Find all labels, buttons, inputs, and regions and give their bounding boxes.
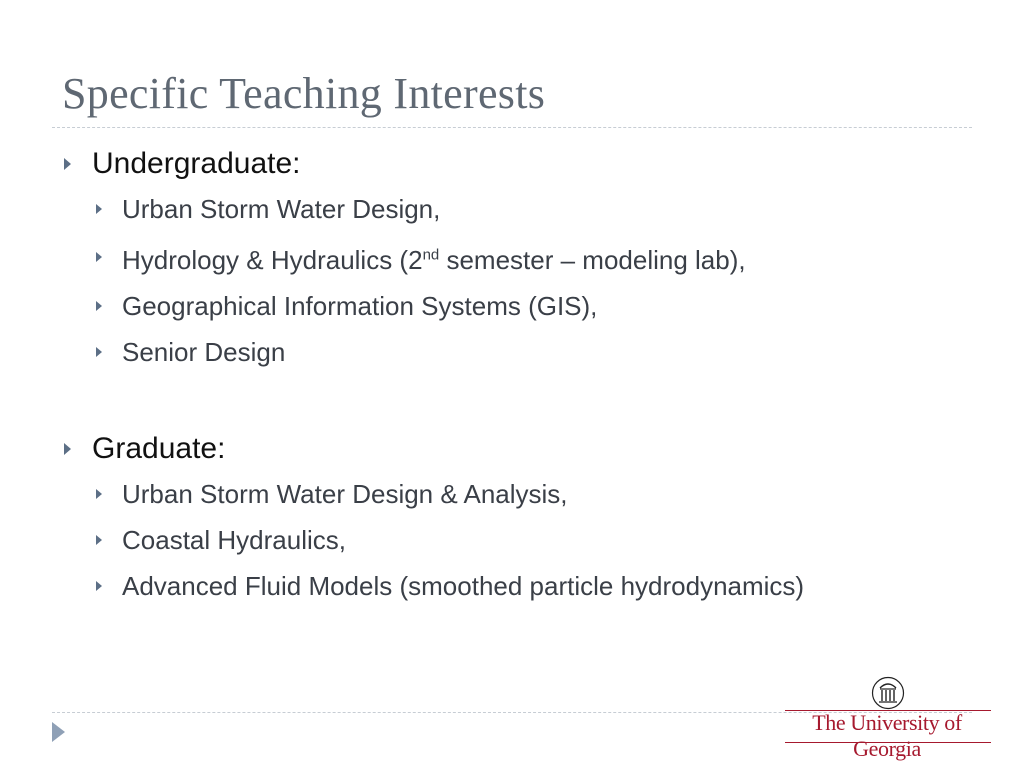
bullet-arrow-icon [96, 204, 102, 214]
section-heading-graduate [60, 427, 960, 471]
list-item [60, 329, 960, 375]
logo-text: The University of Georgia [812, 710, 962, 761]
list-item [60, 186, 960, 232]
bullet-arrow-icon [96, 535, 102, 545]
bullet-arrow-icon [64, 443, 71, 455]
list-item [60, 517, 960, 563]
list-item-text: Hydrology & Hydraulics (2nd semester – modeling lab), [122, 244, 746, 275]
list-item [60, 471, 960, 517]
slide-nav-arrow-icon[interactable] [52, 722, 65, 742]
list-item [60, 283, 960, 329]
bullet-arrow-icon [64, 158, 71, 170]
section-heading-text: Undergraduate: [92, 147, 301, 180]
list-item [60, 563, 960, 609]
bullet-list [60, 142, 960, 609]
slide-title: Specific Teaching Interests [62, 69, 546, 118]
logo-rule-bottom [785, 742, 991, 743]
bullet-arrow-icon [96, 252, 102, 262]
list-item-text: Geographical Information Systems (GIS), [122, 290, 598, 321]
section-heading-text: Graduate: [92, 431, 226, 465]
arch-icon [871, 676, 905, 710]
bullet-arrow-icon [96, 301, 102, 311]
list-item-text: Urban Storm Water Design, [122, 194, 441, 224]
bullet-arrow-icon [96, 581, 102, 591]
list-item-text: Coastal Hydraulics, [122, 524, 346, 555]
section-spacer [60, 375, 960, 427]
list-item [60, 232, 960, 283]
section-heading-undergraduate [60, 142, 960, 186]
bullet-arrow-icon [96, 489, 102, 499]
title-divider [52, 127, 972, 128]
list-item-text: Urban Storm Water Design & Analysis, [122, 478, 568, 509]
university-logo [783, 676, 993, 761]
list-item-text: Advanced Fluid Models (smoothed particle hydrodynamics) [122, 570, 805, 601]
bullet-arrow-icon [96, 347, 102, 357]
list-item-text: Senior Design [122, 336, 286, 367]
